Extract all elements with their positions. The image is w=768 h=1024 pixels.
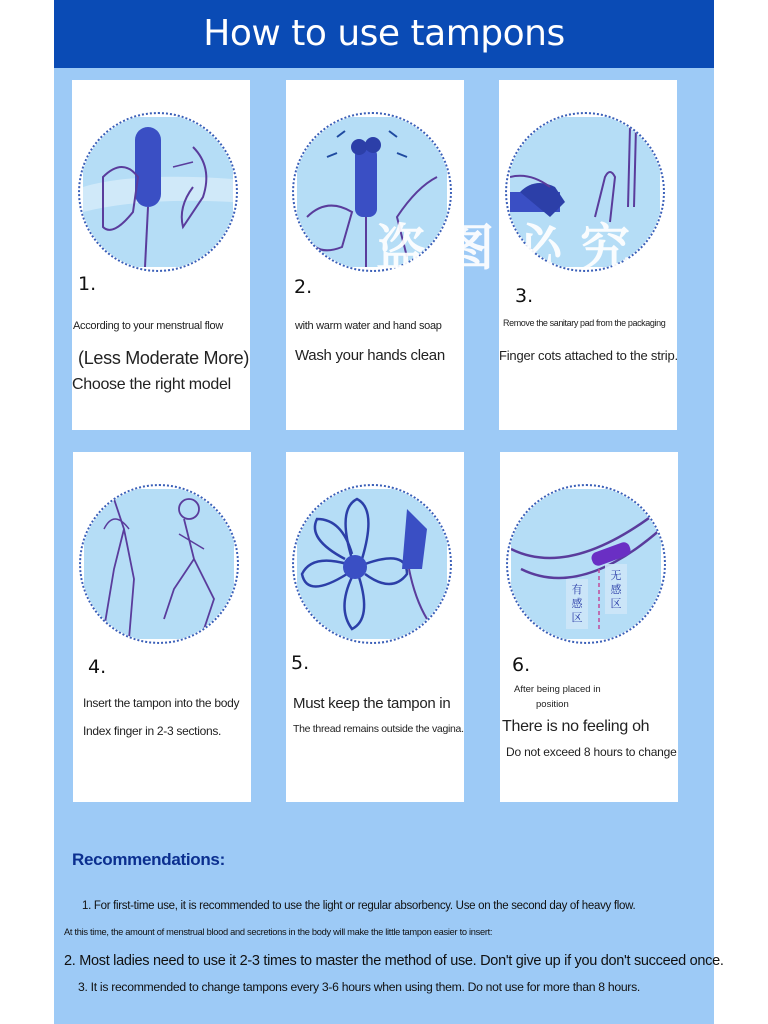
svg-text:有: 有	[571, 583, 583, 596]
step-text: Wash your hands clean	[295, 347, 445, 364]
recommendation-item: 3. It is recommended to change tampons every 3-6 hours when using them. Do not use for more than 8 hours.	[78, 980, 640, 994]
step-text: position	[536, 699, 569, 710]
placement-diagram-icon	[511, 489, 661, 639]
svg-text:区: 区	[610, 597, 622, 610]
choose-tampon-icon	[83, 117, 233, 267]
step-text: Do not exceed 8 hours to change	[506, 745, 677, 759]
step-number: 3.	[515, 285, 534, 307]
svg-text:区: 区	[571, 611, 583, 624]
page-title: How to use tampons	[54, 0, 714, 68]
step-text: (Less Moderate More)	[78, 348, 250, 368]
step-card-6	[500, 452, 678, 802]
svg-text:感: 感	[610, 583, 622, 596]
step-text: After being placed in	[514, 684, 601, 695]
recommendations-title: Recommendations:	[72, 850, 225, 869]
step-1-illustration	[78, 112, 238, 272]
step-card-4	[73, 452, 251, 802]
step-6-illustration	[506, 484, 666, 644]
step-text: Index finger in 2-3 sections.	[83, 724, 222, 738]
step-card-5	[286, 452, 464, 802]
step-text: Remove the sanitary pad from the packaging	[503, 318, 666, 328]
step-text: There is no feeling oh	[502, 718, 650, 735]
step-text: Choose the right model	[72, 376, 231, 393]
step-card-1	[72, 80, 250, 430]
step-4-illustration	[79, 484, 239, 644]
svg-text:感: 感	[571, 597, 583, 610]
step-number: 1.	[78, 273, 97, 295]
step-text: Must keep the tampon in	[293, 695, 451, 712]
step-text: The thread remains outside the vagina.	[293, 723, 464, 735]
step-text: Finger cots attached to the strip.	[499, 348, 678, 363]
step-5-illustration	[292, 484, 452, 644]
insert-posture-icon	[84, 489, 234, 639]
recommendation-item: At this time, the amount of menstrual blood and secretions in the body will make the little tampon easier to insert:	[64, 927, 493, 937]
recommendation-item: 1. For first-time use, it is recommended to use the light or regular absorbency. Use on the second day of heavy flow.	[82, 900, 636, 912]
step-number: 2.	[294, 276, 313, 298]
step-text: Insert the tampon into the body	[83, 696, 240, 710]
step-number: 4.	[88, 656, 107, 678]
flower-tampon-icon	[297, 489, 447, 639]
step-text: with warm water and hand soap	[295, 320, 442, 332]
recommendation-item: 2. Most ladies need to use it 2-3 times to master the method of use. Don't give up if you don't succeed once.	[64, 953, 724, 969]
step-text: According to your menstrual flow	[73, 320, 223, 332]
watermark: 盗图必究	[376, 220, 648, 276]
poster	[54, 0, 724, 1024]
step-number: 6.	[512, 654, 531, 676]
step-number: 5.	[291, 652, 310, 674]
svg-text:无: 无	[610, 569, 622, 582]
